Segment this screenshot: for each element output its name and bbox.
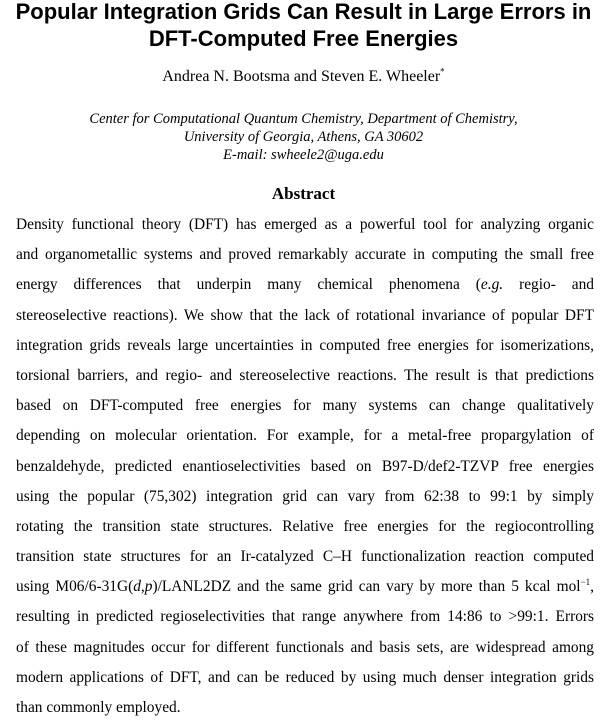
corresponding-author-mark: * bbox=[440, 66, 445, 77]
abstract-line: Density functional theory (DFT) has emerged as a powerful tool for analyzing organic bbox=[16, 216, 594, 233]
affiliation-line-1: Center for Computational Quantum Chemistry, Department of Chemistry, bbox=[89, 111, 518, 127]
abstract-line-text: regio- and bbox=[503, 276, 594, 294]
author-list bbox=[0, 68, 607, 86]
abstract-line: and organometallic systems and proved remarkably accurate in computing the small free bbox=[16, 246, 594, 264]
author-names: Andrea N. Bootsma and Steven E. Wheeler bbox=[162, 68, 441, 85]
abstract-body bbox=[16, 210, 594, 723]
affiliation-block bbox=[0, 110, 607, 164]
abstract-line: based on DFT-computed free energies for many systems can change qualitatively bbox=[16, 397, 594, 415]
abstract-line bbox=[16, 270, 594, 300]
abstract-heading: Abstract bbox=[271, 184, 336, 203]
abstract-line-text: using M06/6-31G( bbox=[16, 578, 134, 596]
abstract-line: transition state structures for an Ir-catalyzed C–H functionalization reaction computed bbox=[16, 548, 594, 566]
abstract-italic-eg: e.g. bbox=[480, 276, 504, 294]
abstract-line: than commonly employed. bbox=[16, 699, 181, 716]
abstract-line: rotating the transition state structures. Relative free energies for the regiocontrolling bbox=[16, 517, 594, 535]
abstract-line: of these magnitudes occur for different functionals and basis sets, are widespread among bbox=[16, 638, 594, 656]
abstract-line: depending on molecular orientation. For example, for a metal-free propargylation of bbox=[16, 427, 594, 445]
abstract-italic-d: d bbox=[133, 578, 141, 596]
affiliation-email: E-mail: swheele2@uga.edu bbox=[223, 147, 384, 163]
abstract-line: torsional barriers, and regio- and stereoselective reactions. The result is that predictions bbox=[16, 366, 594, 384]
abstract-comma: , bbox=[140, 578, 145, 596]
abstract-superscript: −1 bbox=[580, 577, 591, 588]
affiliation-line-2: University of Georgia, Athens, GA 30602 bbox=[183, 129, 424, 145]
abstract-line: stereoselective reactions). We show that the lack of rotational invariance of popular DFT bbox=[16, 306, 594, 324]
abstract-line: using the popular (75,302) integration grid can vary from 62:38 to 99:1 by simply bbox=[16, 487, 594, 505]
abstract-line-end: , bbox=[590, 578, 594, 596]
title-line-2: DFT-Computed Free Energies bbox=[148, 26, 459, 51]
abstract-line: modern applications of DFT, and can be reduced by using much denser integration grids bbox=[16, 668, 594, 686]
title-line-1: Popular Integration Grids Can Result in Large Errors in bbox=[15, 0, 592, 24]
abstract-line-text: )/LANL2DZ and the same grid can vary by more than 5 kcal mol bbox=[152, 578, 581, 596]
abstract-line: integration grids reveals large uncertainties in computed free energies for isomerizations, bbox=[16, 336, 594, 354]
abstract-line-text: energy differences that underpin many chemical phenomena ( bbox=[16, 276, 481, 294]
abstract-line: resulting in predicted regioselectivities that range anywhere from 14:86 to >99:1. Errors bbox=[16, 608, 594, 626]
abstract-line bbox=[16, 572, 594, 602]
abstract-line: benzaldehyde, predicted enantioselectivities based on B97-D/def2-TZVP free energies bbox=[16, 457, 594, 475]
abstract-italic-p: p bbox=[144, 578, 153, 596]
paper-title bbox=[0, 0, 607, 52]
